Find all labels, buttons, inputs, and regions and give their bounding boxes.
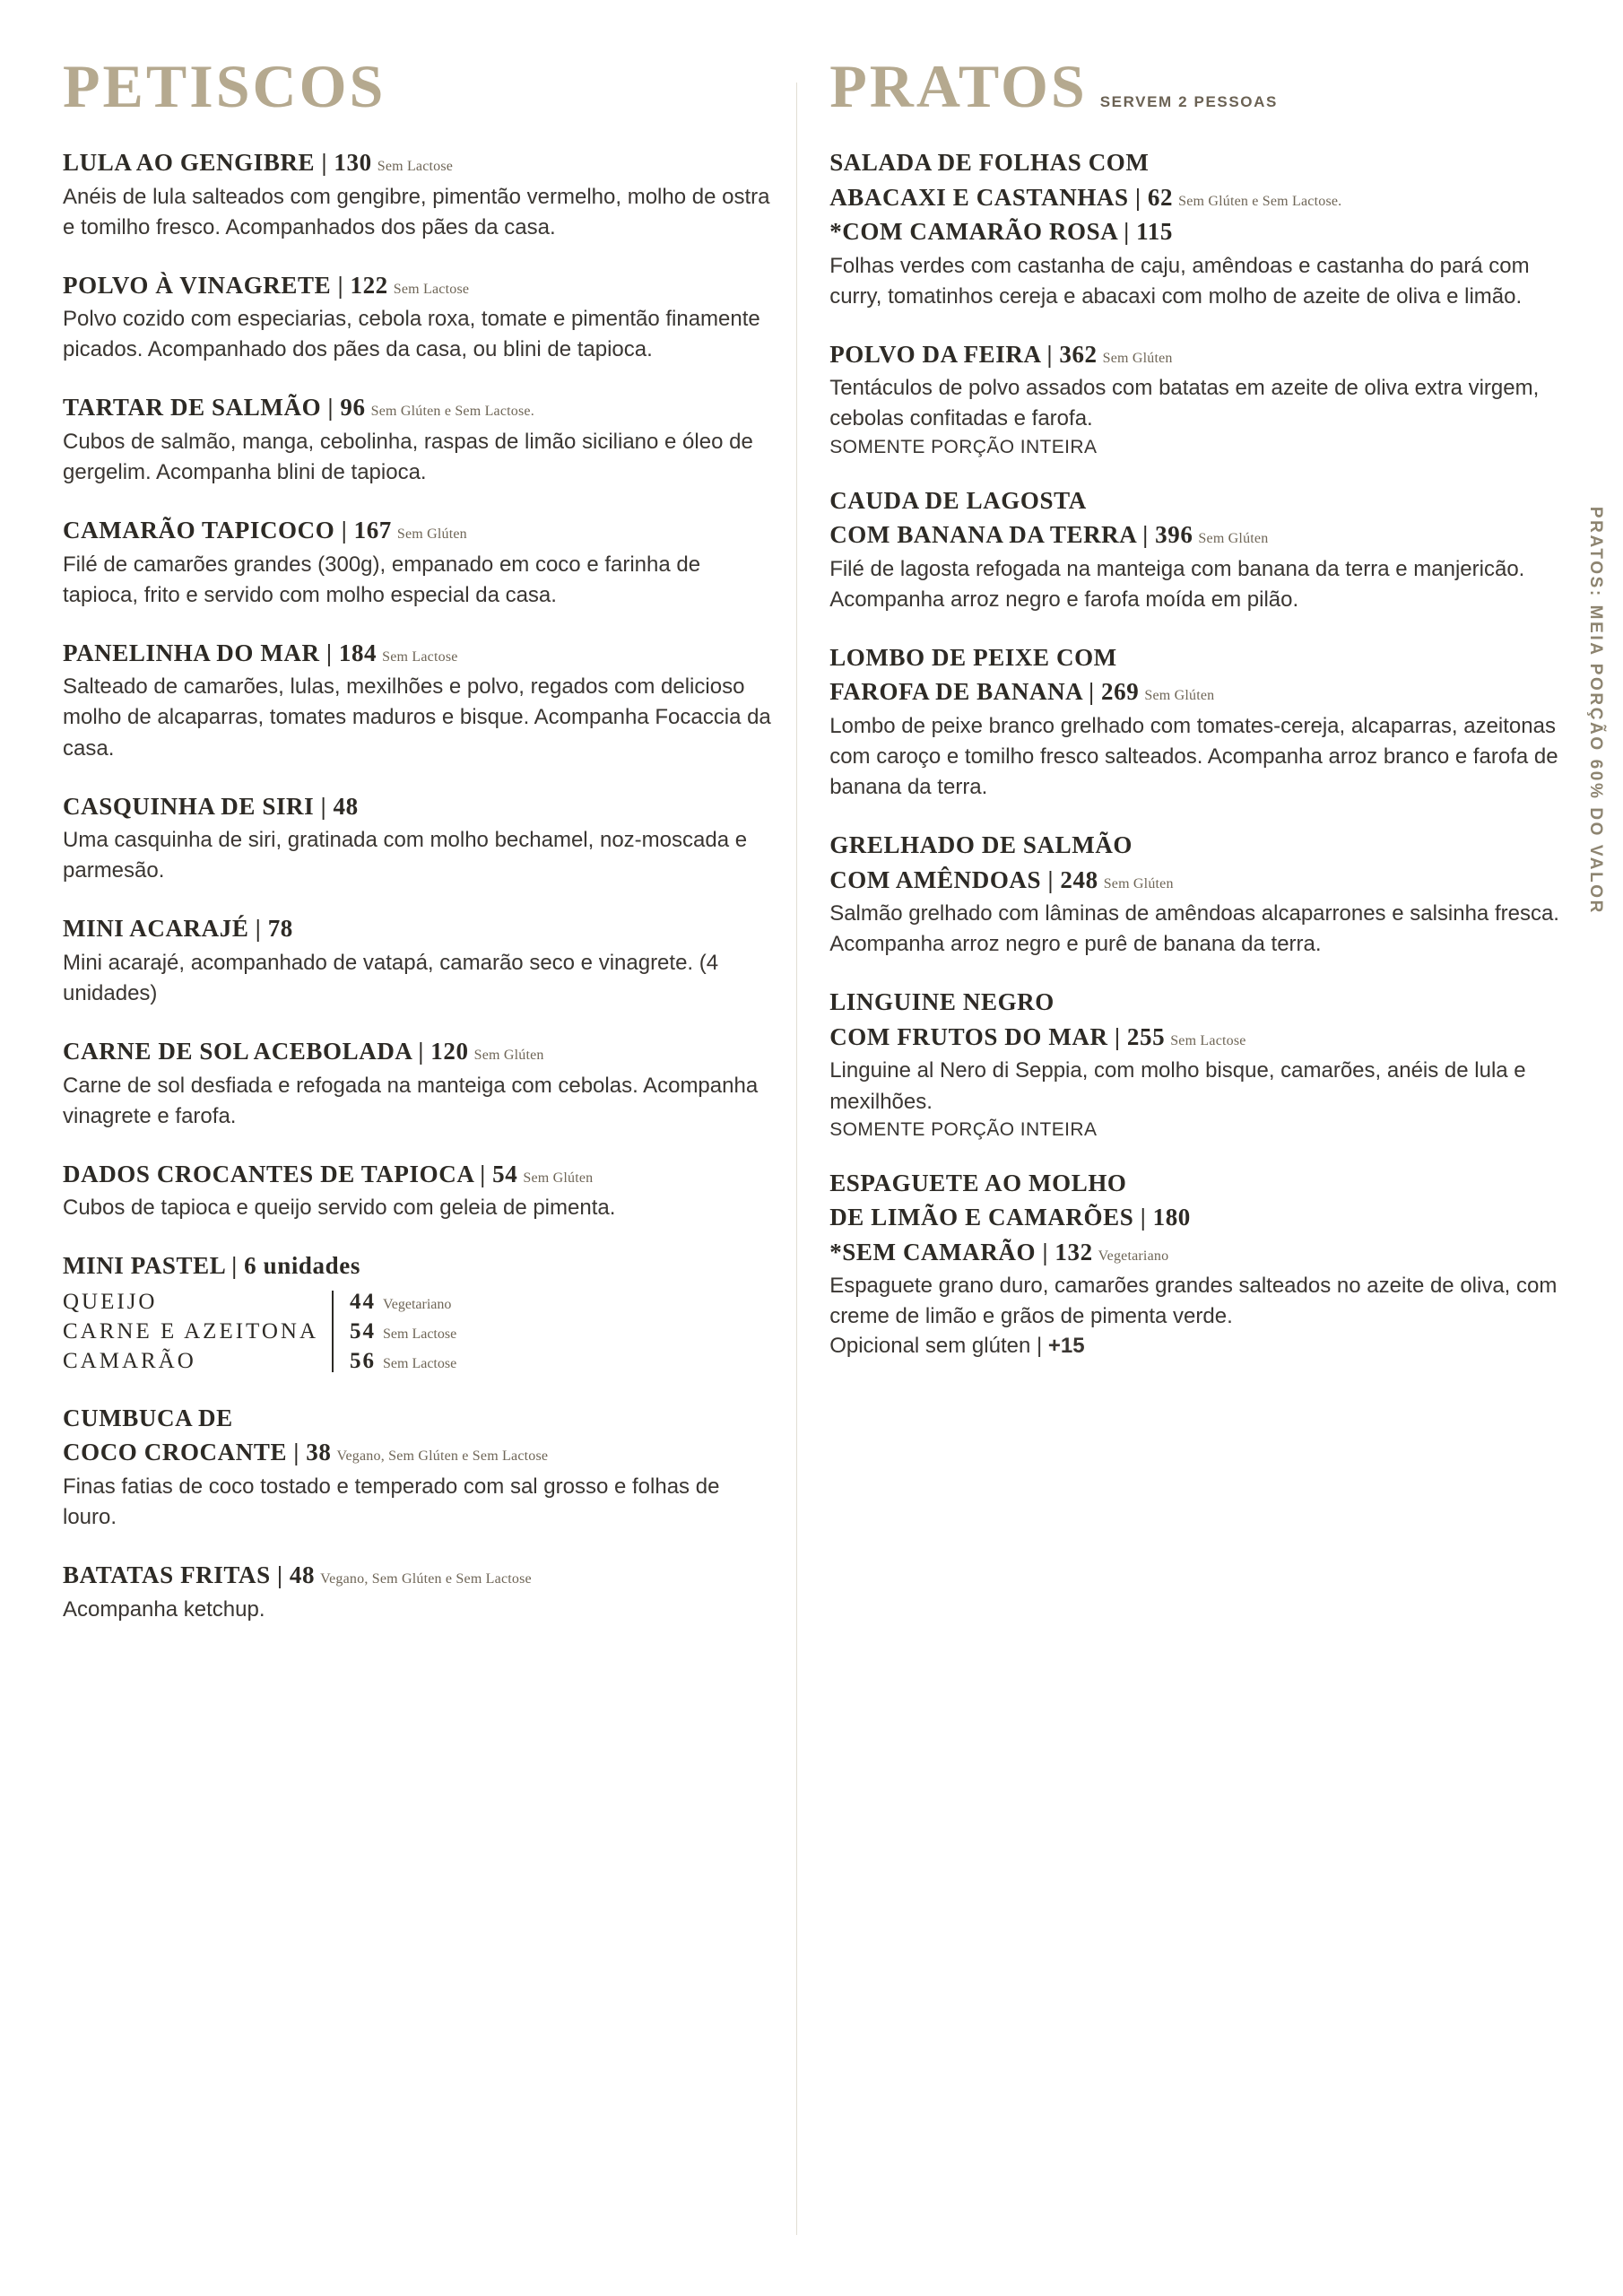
pratos-column bbox=[829, 52, 1560, 1652]
item-title-line2 bbox=[829, 1022, 1560, 1053]
item-description: Filé de lagosta refogada na manteiga com banana da terra e manjericão. Acompanha arroz negro e farofa moída em pilão. bbox=[829, 556, 1525, 612]
item-title-line2 bbox=[829, 519, 1560, 551]
item-title-text: CASQUINHA DE SIRI | 48 bbox=[63, 792, 359, 820]
item-title bbox=[829, 339, 1560, 370]
mini-pastel-rule bbox=[332, 1291, 334, 1372]
item-title-text: COM FRUTOS DO MAR | 255 bbox=[829, 1022, 1166, 1050]
item-title bbox=[63, 1560, 776, 1591]
item-tag: Sem Glúten bbox=[523, 1170, 594, 1186]
item-title-text: COM BANANA DA TERRA | 396 bbox=[829, 521, 1193, 549]
menu-item bbox=[829, 830, 1560, 960]
petiscos-heading-text: PETISCOS bbox=[63, 52, 386, 120]
item-title-text: GRELHADO DE SALMÃO bbox=[829, 831, 1133, 859]
mini-pastel-tag: Sem Lactose bbox=[383, 1326, 457, 1342]
item-tag: Sem Lactose bbox=[393, 281, 470, 297]
item-tag: Sem Glúten e Sem Lactose. bbox=[1178, 193, 1342, 209]
item-title bbox=[63, 1036, 776, 1067]
item-title-text: BATATAS FRITAS | 48 bbox=[63, 1561, 316, 1589]
pratos-heading bbox=[829, 52, 1560, 120]
item-tag: Sem Glúten bbox=[396, 526, 467, 543]
item-title-text: ABACAXI E CASTANHAS | 62 bbox=[829, 183, 1174, 211]
item-description: Linguine al Nero di Seppia, com molho bisque, camarões, anéis de lula e mexilhões. bbox=[829, 1058, 1526, 1114]
item-title bbox=[63, 392, 776, 423]
item-description: Mini acarajé, acompanhado de vatapá, camarão seco e vinagrete. (4 unidades) bbox=[63, 950, 719, 1005]
item-title-text: MINI ACARAJÉ | 78 bbox=[63, 915, 293, 943]
item-tag: Vegano, Sem Glúten e Sem Lactose bbox=[336, 1448, 549, 1465]
item-title-text: COCO CROCANTE | 38 bbox=[63, 1439, 332, 1466]
pratos-subtitle: SERVEM 2 PESSOAS bbox=[1099, 93, 1278, 110]
mini-pastel-price: 54 bbox=[350, 1318, 376, 1344]
item-tag: Sem Glúten bbox=[1198, 531, 1269, 547]
item-tag: Sem Lactose bbox=[382, 648, 458, 665]
item-tag: Sem Lactose bbox=[377, 159, 454, 174]
menu-item bbox=[829, 642, 1560, 803]
menu-item bbox=[63, 1036, 776, 1132]
item-title bbox=[63, 913, 776, 944]
item-title bbox=[829, 1168, 1560, 1199]
item-tag: Sem Glúten bbox=[1144, 688, 1215, 704]
item-title-text: DADOS CROCANTES DE TAPIOCA | 54 bbox=[63, 1160, 518, 1187]
item-description: Filé de camarões grandes (300g), empanado em coco e farinha de tapioca, frito e servido com molho especial da casa. bbox=[63, 552, 701, 607]
item-tag: Sem Glúten e Sem Lactose. bbox=[370, 404, 534, 420]
item-title bbox=[63, 791, 776, 822]
mini-pastel-price-row bbox=[350, 1346, 456, 1376]
item-description: Cubos de salmão, manga, cebolinha, raspas de limão siciliano e óleo de gergelim. Acompanha blini de tapioca. bbox=[63, 429, 753, 485]
item-title-text: ESPAGUETE AO MOLHO bbox=[829, 1169, 1127, 1196]
item-title-text: CARNE DE SOL ACEBOLADA | 120 bbox=[63, 1038, 469, 1065]
item-title-line2 bbox=[829, 865, 1560, 896]
pratos-heading-text: PRATOS bbox=[829, 52, 1088, 120]
item-title-text: TARTAR DE SALMÃO | 96 bbox=[63, 394, 366, 422]
mini-pastel-list bbox=[63, 1287, 776, 1376]
menu-item bbox=[63, 392, 776, 488]
item-title-line2 bbox=[63, 1437, 776, 1468]
item-title-text: POLVO DA FEIRA | 362 bbox=[829, 340, 1098, 368]
item-description: Tentáculos de polvo assados com batatas em azeite de oliva extra virgem, cebolas confitadas e farofa. bbox=[829, 376, 1540, 431]
menu-item bbox=[63, 913, 776, 1009]
item-extra-value: +15 bbox=[1047, 1334, 1085, 1359]
menu-item bbox=[63, 791, 776, 887]
item-description: Anéis de lula salteados com gengibre, pimentão vermelho, molho de ostra e tomilho fresco. Acompanhados dos pães da casa. bbox=[63, 184, 770, 239]
item-title-text: FAROFA DE BANANA | 269 bbox=[829, 678, 1140, 706]
item-title-text: POLVO À VINAGRETE | 122 bbox=[63, 271, 388, 299]
item-title bbox=[63, 147, 776, 178]
menu-item bbox=[829, 485, 1560, 615]
item-title-text: LULA AO GENGIBRE | 130 bbox=[63, 149, 372, 176]
item-title bbox=[63, 270, 776, 301]
item-title bbox=[63, 638, 776, 669]
item-description: Salteado de camarões, lulas, mexilhões e polvo, regados com delicioso molho de alcaparras, tomates maduros e bisque. Acompanha Focaccia da casa. bbox=[63, 674, 771, 761]
petiscos-heading bbox=[63, 52, 776, 120]
petiscos-column bbox=[63, 52, 776, 1652]
item-description: Lombo de peixe branco grelhado com tomates-cereja, alcaparras, azeitonas com caroço e tomilho fresco salteados. Acompanha arroz branco e farofa de banana da terra. bbox=[829, 713, 1558, 799]
item-title-text: SALADA DE FOLHAS COM bbox=[829, 149, 1150, 176]
item-description: Carne de sol desfiada e refogada na manteiga com cebolas. Acompanha vinagrete e farofa. bbox=[63, 1073, 759, 1128]
menu-item bbox=[829, 339, 1560, 458]
menu-item bbox=[829, 147, 1560, 312]
column-divider bbox=[796, 83, 797, 2235]
item-description: Acompanha ketchup. bbox=[63, 1596, 265, 1622]
menu-item bbox=[63, 1403, 776, 1533]
item-extra-label: Opicional sem glúten | bbox=[829, 1334, 1048, 1359]
mini-pastel-name: CARNE E AZEITONA bbox=[63, 1318, 319, 1344]
item-title bbox=[63, 1403, 776, 1434]
item-title bbox=[829, 147, 1560, 178]
item-description: Polvo cozido com especiarias, cebola roxa, tomate e pimentão finamente picados. Acompanhado dos pães da casa, ou blini de tapioca. bbox=[63, 307, 760, 362]
item-note: SOMENTE PORÇÃO INTEIRA bbox=[829, 1118, 1098, 1140]
item-title-line2 bbox=[829, 182, 1560, 213]
item-description: Salmão grelhado com lâminas de amêndoas alcaparrones e salsinha fresca. Acompanha arroz negro e purê de banana da terra. bbox=[829, 901, 1559, 957]
item-title-line2 bbox=[829, 1202, 1560, 1233]
item-alt-price: *COM CAMARÃO ROSA | 115 bbox=[829, 218, 1173, 246]
item-tag: Sem Glúten bbox=[473, 1048, 544, 1063]
item-alt-price bbox=[829, 1237, 1560, 1268]
menu-item bbox=[63, 1159, 776, 1224]
menu-item bbox=[829, 987, 1560, 1140]
item-description: Cubos de tapioca e queijo servido com geleia de pimenta. bbox=[63, 1196, 616, 1221]
item-description: Uma casquinha de siri, gratinada com molho bechamel, noz-moscada e parmesão. bbox=[63, 828, 748, 883]
item-title-text: CUMBUCA DE bbox=[63, 1404, 233, 1431]
item-description: Espaguete grano duro, camarões grandes salteados no azeite de oliva, com creme de limão e grãos de pimenta verde. bbox=[829, 1274, 1558, 1329]
item-description: Folhas verdes com castanha de caju, amêndoas e castanha do pará com curry, tomatinhos cereja e abacaxi com molho de azeite de oliva e limão. bbox=[829, 253, 1530, 309]
mini-pastel-prices bbox=[350, 1287, 456, 1376]
item-tag: Sem Glúten bbox=[1102, 350, 1173, 366]
menu-item bbox=[63, 270, 776, 366]
item-title bbox=[63, 1250, 776, 1282]
item-tag: Sem Lactose bbox=[1170, 1032, 1246, 1048]
item-title-text: CAUDA DE LAGOSTA bbox=[829, 486, 1087, 514]
item-title bbox=[63, 515, 776, 546]
item-title bbox=[829, 987, 1560, 1018]
item-tag: Vegano, Sem Glúten e Sem Lactose bbox=[320, 1571, 532, 1587]
item-title bbox=[829, 830, 1560, 861]
item-title bbox=[63, 1159, 776, 1190]
item-title-text: LOMBO DE PEIXE COM bbox=[829, 643, 1117, 671]
mini-pastel-names bbox=[63, 1287, 332, 1376]
mini-pastel-name: CAMARÃO bbox=[63, 1348, 196, 1373]
mini-pastel-name: QUEIJO bbox=[63, 1289, 158, 1314]
item-description: Finas fatias de coco tostado e temperado com sal grosso e folhas de louro. bbox=[63, 1474, 720, 1530]
item-title-text: DE LIMÃO E CAMARÕES | 180 bbox=[829, 1204, 1191, 1231]
mini-pastel-price-row bbox=[350, 1317, 456, 1346]
menu-item bbox=[829, 1168, 1560, 1360]
item-note: SOMENTE PORÇÃO INTEIRA bbox=[829, 436, 1098, 457]
menu-item bbox=[63, 515, 776, 611]
item-title-text: CAMARÃO TAPICOCO | 167 bbox=[63, 517, 392, 544]
item-title bbox=[829, 642, 1560, 674]
mini-pastel-price-row bbox=[350, 1287, 456, 1317]
item-title-line2 bbox=[829, 676, 1560, 708]
item-title bbox=[829, 485, 1560, 517]
menu-item bbox=[63, 147, 776, 243]
menu-item bbox=[63, 638, 776, 764]
item-title-text: LINGUINE NEGRO bbox=[829, 988, 1055, 1016]
menu-item bbox=[63, 1560, 776, 1625]
mini-pastel-tag: Vegetariano bbox=[383, 1296, 452, 1312]
item-title-text: COM AMÊNDOAS | 248 bbox=[829, 865, 1098, 893]
side-note: PRATOS: MEIA PORÇÃO 60% DO VALOR bbox=[1586, 506, 1605, 915]
item-title-text: PANELINHA DO MAR | 184 bbox=[63, 639, 378, 666]
item-extra bbox=[829, 1334, 1560, 1359]
mini-pastel-group bbox=[63, 1250, 776, 1376]
item-alt-price-text: *SEM CAMARÃO | 132 bbox=[829, 1238, 1093, 1265]
item-tag: Sem Glúten bbox=[1103, 875, 1174, 891]
mini-pastel-price: 44 bbox=[350, 1289, 376, 1314]
mini-pastel-price: 56 bbox=[350, 1348, 376, 1373]
mini-pastel-tag: Sem Lactose bbox=[383, 1355, 457, 1371]
item-title-text: MINI PASTEL | 6 unidades bbox=[63, 1252, 360, 1280]
item-tag: Vegetariano bbox=[1098, 1248, 1169, 1264]
